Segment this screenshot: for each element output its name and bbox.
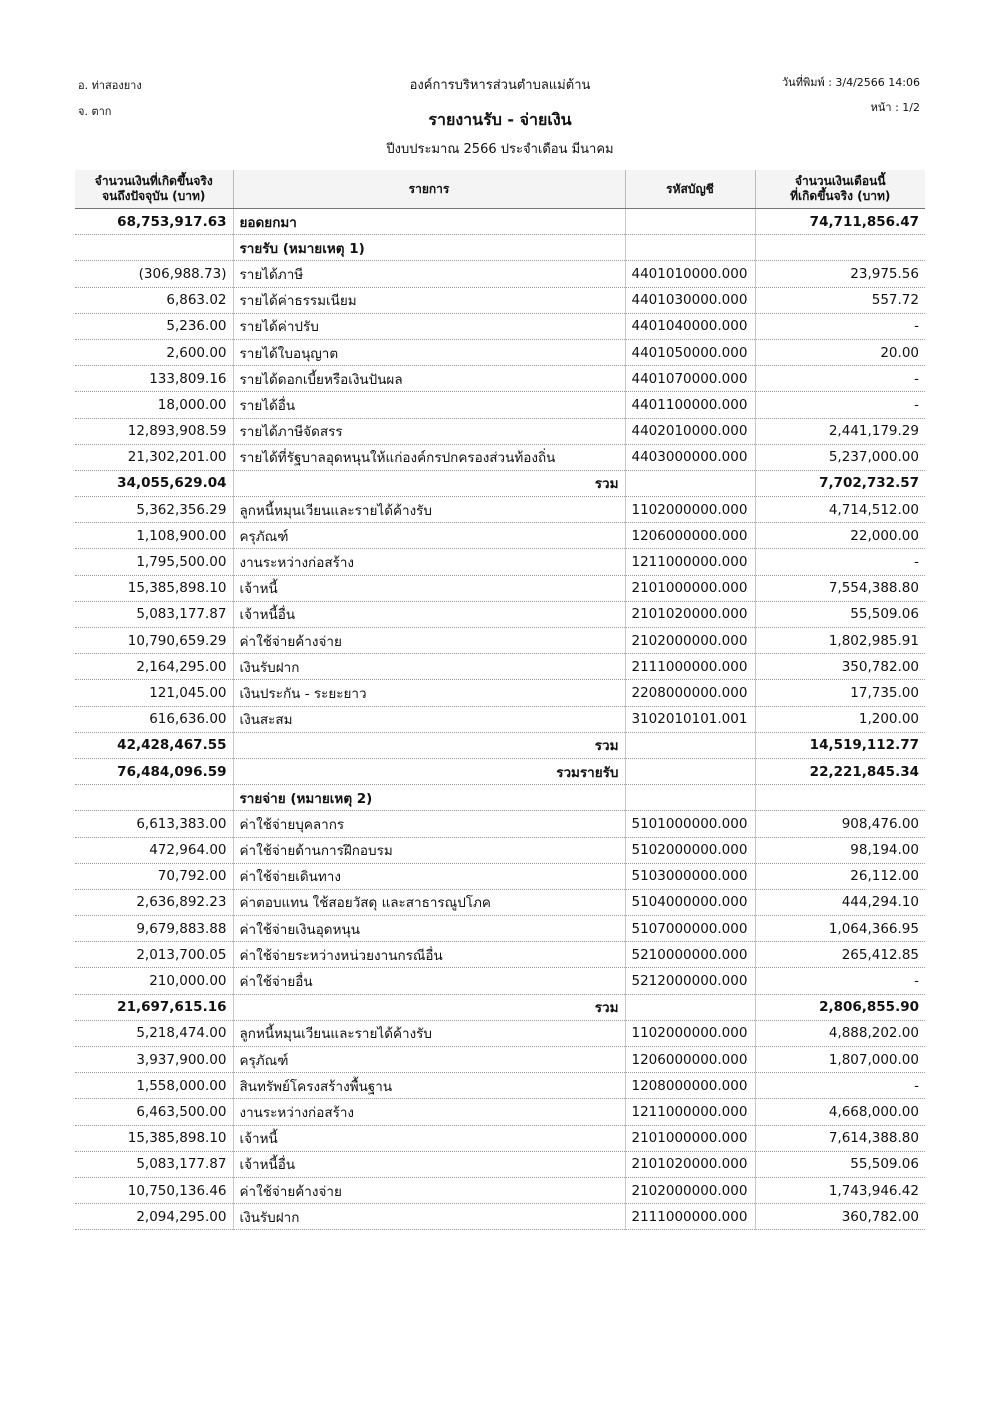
cell-item: เจ้าหนี้อื่น (233, 1151, 625, 1177)
cell-item: รายได้ดอกเบี้ยหรือเงินปันผล (233, 366, 625, 392)
cell-account-code: 4402010000.000 (625, 418, 755, 444)
cell-actual-this-month: 265,412.85 (755, 942, 925, 968)
cell-item: รายรับ (หมายเหตุ 1) (233, 235, 625, 261)
cell-actual-to-date: 1,795,500.00 (75, 549, 233, 575)
cell-account-code (625, 470, 755, 496)
cell-actual-this-month: 22,000.00 (755, 523, 925, 549)
cell-actual-this-month: 350,782.00 (755, 654, 925, 680)
cell-actual-to-date: 5,083,177.87 (75, 1151, 233, 1177)
cell-actual-to-date: 6,463,500.00 (75, 1099, 233, 1125)
cell-actual-this-month: 4,668,000.00 (755, 1099, 925, 1125)
cell-account-code (625, 785, 755, 811)
cell-item: เงินรับฝาก (233, 654, 625, 680)
table-row (75, 1151, 925, 1177)
cell-actual-to-date: 76,484,096.59 (75, 758, 233, 784)
cell-actual-this-month: 2,441,179.29 (755, 418, 925, 444)
cell-actual-to-date: 12,893,908.59 (75, 418, 233, 444)
province-label: จ. ตาก (78, 105, 112, 118)
cell-item: รายได้ภาษีจัดสรร (233, 418, 625, 444)
cell-item: รายได้ใบอนุญาต (233, 339, 625, 365)
cell-actual-this-month: - (755, 1073, 925, 1099)
cell-actual-this-month: - (755, 549, 925, 575)
table-row (75, 732, 925, 758)
report-title: รายงานรับ - จ่ายเงิน (428, 110, 572, 129)
receipts-payments-table (75, 170, 925, 1230)
table-row (75, 758, 925, 784)
page-number: หน้า : 1/2 (870, 101, 920, 114)
cell-account-code: 1208000000.000 (625, 1073, 755, 1099)
cell-item: เงินประกัน - ระยะยาว (233, 680, 625, 706)
cell-item: รวม (233, 732, 625, 758)
cell-actual-to-date: 2,636,892.23 (75, 889, 233, 915)
cell-account-code: 2101000000.000 (625, 1125, 755, 1151)
table-row (75, 811, 925, 837)
cell-account-code: 4403000000.000 (625, 444, 755, 470)
cell-actual-to-date: 2,600.00 (75, 339, 233, 365)
table-row (75, 1177, 925, 1203)
table-row (75, 1047, 925, 1073)
table-row (75, 916, 925, 942)
table-row (75, 497, 925, 523)
cell-actual-this-month: 2,806,855.90 (755, 994, 925, 1020)
cell-account-code: 1102000000.000 (625, 497, 755, 523)
table-body (75, 209, 925, 1230)
cell-actual-this-month (755, 235, 925, 261)
cell-account-code: 4401040000.000 (625, 313, 755, 339)
cell-item: รวมรายรับ (233, 758, 625, 784)
cell-actual-this-month: 5,237,000.00 (755, 444, 925, 470)
table-row (75, 889, 925, 915)
cell-item: รายได้อื่น (233, 392, 625, 418)
table-row (75, 523, 925, 549)
cell-account-code: 5102000000.000 (625, 837, 755, 863)
cell-actual-this-month: 98,194.00 (755, 837, 925, 863)
cell-account-code: 1211000000.000 (625, 1099, 755, 1125)
cell-item: ค่าใช้จ่ายด้านการฝึกอบรม (233, 837, 625, 863)
cell-actual-to-date: 2,164,295.00 (75, 654, 233, 680)
cell-account-code (625, 235, 755, 261)
table-row (75, 235, 925, 261)
cell-item: ค่าตอบแทน ใช้สอยวัสดุ และสาธารณูปโภค (233, 889, 625, 915)
cell-account-code: 2101020000.000 (625, 1151, 755, 1177)
table-row (75, 470, 925, 496)
table-row (75, 1073, 925, 1099)
cell-account-code: 2111000000.000 (625, 654, 755, 680)
cell-actual-to-date: (306,988.73) (75, 261, 233, 287)
cell-account-code (625, 994, 755, 1020)
cell-actual-to-date: 210,000.00 (75, 968, 233, 994)
cell-account-code: 5210000000.000 (625, 942, 755, 968)
cell-account-code: 4401100000.000 (625, 392, 755, 418)
cell-actual-to-date: 6,613,383.00 (75, 811, 233, 837)
cell-actual-this-month: 55,509.06 (755, 1151, 925, 1177)
cell-actual-this-month: - (755, 968, 925, 994)
cell-item: เจ้าหนี้ (233, 575, 625, 601)
cell-actual-to-date: 21,302,201.00 (75, 444, 233, 470)
cell-account-code: 1102000000.000 (625, 1020, 755, 1046)
cell-actual-to-date: 6,863.02 (75, 287, 233, 313)
header-actual-to-date: จำนวนเงินที่เกิดขึ้นจริง จนถึงปัจจุบัน (บาท) (75, 170, 233, 209)
table-row (75, 706, 925, 732)
cell-account-code (625, 732, 755, 758)
cell-item: สินทรัพย์โครงสร้างพื้นฐาน (233, 1073, 625, 1099)
cell-actual-to-date (75, 235, 233, 261)
cell-item: งานระหว่างก่อสร้าง (233, 1099, 625, 1125)
header-account-code: รหัสบัญชี (625, 170, 755, 209)
cell-actual-to-date: 1,558,000.00 (75, 1073, 233, 1099)
cell-actual-this-month: 1,743,946.42 (755, 1177, 925, 1203)
cell-item: รวม (233, 470, 625, 496)
cell-item: งานระหว่างก่อสร้าง (233, 549, 625, 575)
cell-actual-to-date: 5,362,356.29 (75, 497, 233, 523)
cell-actual-to-date (75, 785, 233, 811)
cell-actual-this-month: 74,711,856.47 (755, 209, 925, 235)
cell-actual-this-month: 1,807,000.00 (755, 1047, 925, 1073)
cell-account-code (625, 209, 755, 235)
table-row (75, 1204, 925, 1230)
cell-actual-this-month: 20.00 (755, 339, 925, 365)
cell-account-code: 2208000000.000 (625, 680, 755, 706)
cell-actual-this-month: 1,064,366.95 (755, 916, 925, 942)
cell-account-code: 5104000000.000 (625, 889, 755, 915)
cell-actual-to-date: 3,937,900.00 (75, 1047, 233, 1073)
cell-account-code: 4401070000.000 (625, 366, 755, 392)
cell-actual-this-month: 7,614,388.80 (755, 1125, 925, 1151)
cell-item: ค่าใช้จ่ายค้างจ่าย (233, 1177, 625, 1203)
table-row (75, 366, 925, 392)
table-row (75, 1020, 925, 1046)
cell-actual-to-date: 70,792.00 (75, 863, 233, 889)
table-row (75, 863, 925, 889)
cell-actual-this-month: 7,702,732.57 (755, 470, 925, 496)
cell-actual-this-month: 22,221,845.34 (755, 758, 925, 784)
cell-item: รายได้ค่าปรับ (233, 313, 625, 339)
cell-account-code (625, 758, 755, 784)
cell-actual-to-date: 34,055,629.04 (75, 470, 233, 496)
table-row (75, 339, 925, 365)
cell-actual-to-date: 9,679,883.88 (75, 916, 233, 942)
cell-account-code: 4401030000.000 (625, 287, 755, 313)
cell-actual-to-date: 472,964.00 (75, 837, 233, 863)
cell-item: รายจ่าย (หมายเหตุ 2) (233, 785, 625, 811)
cell-actual-this-month: - (755, 366, 925, 392)
table-row (75, 942, 925, 968)
cell-item: รายได้ภาษี (233, 261, 625, 287)
cell-item: รวม (233, 994, 625, 1020)
cell-account-code: 4401050000.000 (625, 339, 755, 365)
cell-account-code: 2101000000.000 (625, 575, 755, 601)
cell-account-code: 2102000000.000 (625, 628, 755, 654)
cell-actual-this-month (755, 785, 925, 811)
cell-account-code: 5107000000.000 (625, 916, 755, 942)
cell-actual-to-date: 5,083,177.87 (75, 601, 233, 627)
cell-actual-to-date: 18,000.00 (75, 392, 233, 418)
cell-item: ค่าใช้จ่ายอื่น (233, 968, 625, 994)
table-row (75, 392, 925, 418)
cell-item: เจ้าหนี้ (233, 1125, 625, 1151)
cell-account-code: 2102000000.000 (625, 1177, 755, 1203)
organization-name: องค์การบริหารส่วนตำบลแม่ต้าน (409, 78, 591, 93)
header-item: รายการ (233, 170, 625, 209)
cell-actual-to-date: 68,753,917.63 (75, 209, 233, 235)
cell-actual-this-month: 557.72 (755, 287, 925, 313)
cell-account-code: 2111000000.000 (625, 1204, 755, 1230)
cell-actual-to-date: 2,094,295.00 (75, 1204, 233, 1230)
cell-actual-this-month: 17,735.00 (755, 680, 925, 706)
table-row (75, 968, 925, 994)
cell-item: ลูกหนี้หมุนเวียนและรายได้ค้างรับ (233, 497, 625, 523)
cell-actual-this-month: 1,200.00 (755, 706, 925, 732)
report-subtitle: ปีงบประมาณ 2566 ประจำเดือน มีนาคม (386, 142, 614, 157)
cell-actual-to-date: 10,750,136.46 (75, 1177, 233, 1203)
cell-account-code: 5212000000.000 (625, 968, 755, 994)
cell-item: ครุภัณฑ์ (233, 523, 625, 549)
cell-actual-this-month: 55,509.06 (755, 601, 925, 627)
cell-item: เงินสะสม (233, 706, 625, 732)
cell-actual-to-date: 121,045.00 (75, 680, 233, 706)
cell-actual-this-month: 908,476.00 (755, 811, 925, 837)
cell-actual-this-month: 7,554,388.80 (755, 575, 925, 601)
table-row (75, 418, 925, 444)
cell-actual-this-month: 360,782.00 (755, 1204, 925, 1230)
cell-actual-to-date: 15,385,898.10 (75, 575, 233, 601)
table-row (75, 287, 925, 313)
cell-account-code: 4401010000.000 (625, 261, 755, 287)
cell-actual-to-date: 616,636.00 (75, 706, 233, 732)
table-row (75, 994, 925, 1020)
table-row (75, 444, 925, 470)
cell-item: ค่าใช้จ่ายเงินอุดหนุน (233, 916, 625, 942)
cell-actual-this-month: 23,975.56 (755, 261, 925, 287)
cell-item: ค่าใช้จ่ายระหว่างหน่วยงานกรณีอื่น (233, 942, 625, 968)
cell-actual-to-date: 42,428,467.55 (75, 732, 233, 758)
cell-account-code: 3102010101.001 (625, 706, 755, 732)
table-row (75, 313, 925, 339)
cell-actual-to-date: 2,013,700.05 (75, 942, 233, 968)
cell-actual-this-month: - (755, 313, 925, 339)
table-row (75, 549, 925, 575)
cell-item: ค่าใช้จ่ายเดินทาง (233, 863, 625, 889)
cell-item: ค่าใช้จ่ายบุคลากร (233, 811, 625, 837)
table-row (75, 601, 925, 627)
cell-actual-to-date: 15,385,898.10 (75, 1125, 233, 1151)
cell-account-code: 5103000000.000 (625, 863, 755, 889)
cell-actual-to-date: 1,108,900.00 (75, 523, 233, 549)
cell-item: รายได้ที่รัฐบาลอุดหนุนให้แก่องค์กรปกครองส่วนท้องถิ่น (233, 444, 625, 470)
cell-account-code: 1211000000.000 (625, 549, 755, 575)
table-row (75, 575, 925, 601)
table-row (75, 628, 925, 654)
cell-actual-to-date: 5,218,474.00 (75, 1020, 233, 1046)
table-row (75, 1099, 925, 1125)
cell-actual-this-month: 4,888,202.00 (755, 1020, 925, 1046)
cell-actual-to-date: 5,236.00 (75, 313, 233, 339)
cell-actual-this-month: 4,714,512.00 (755, 497, 925, 523)
cell-actual-this-month: 26,112.00 (755, 863, 925, 889)
cell-item: ลูกหนี้หมุนเวียนและรายได้ค้างรับ (233, 1020, 625, 1046)
cell-actual-this-month: - (755, 392, 925, 418)
table-row (75, 837, 925, 863)
printed-timestamp: วันที่พิมพ์ : 3/4/2566 14:06 (782, 76, 920, 89)
cell-account-code: 5101000000.000 (625, 811, 755, 837)
cell-item: เจ้าหนี้อื่น (233, 601, 625, 627)
cell-actual-this-month: 1,802,985.91 (755, 628, 925, 654)
table-row (75, 261, 925, 287)
cell-account-code: 2101020000.000 (625, 601, 755, 627)
cell-item: รายได้ค่าธรรมเนียม (233, 287, 625, 313)
district-label: อ. ท่าสองยาง (78, 79, 142, 92)
cell-item: ครุภัณฑ์ (233, 1047, 625, 1073)
cell-actual-this-month: 444,294.10 (755, 889, 925, 915)
cell-item: ค่าใช้จ่ายค้างจ่าย (233, 628, 625, 654)
table-row (75, 680, 925, 706)
cell-item: ยอดยกมา (233, 209, 625, 235)
cell-account-code: 1206000000.000 (625, 523, 755, 549)
cell-actual-to-date: 10,790,659.29 (75, 628, 233, 654)
table-row (75, 654, 925, 680)
table-header-row (75, 170, 925, 209)
header-actual-this-month: จำนวนเงินเดือนนี้ ที่เกิดขึ้นจริง (บาท) (755, 170, 925, 209)
cell-actual-to-date: 21,697,615.16 (75, 994, 233, 1020)
cell-actual-to-date: 133,809.16 (75, 366, 233, 392)
table-row (75, 785, 925, 811)
table-row (75, 1125, 925, 1151)
cell-item: เงินรับฝาก (233, 1204, 625, 1230)
cell-actual-this-month: 14,519,112.77 (755, 732, 925, 758)
cell-account-code: 1206000000.000 (625, 1047, 755, 1073)
table-row (75, 209, 925, 235)
